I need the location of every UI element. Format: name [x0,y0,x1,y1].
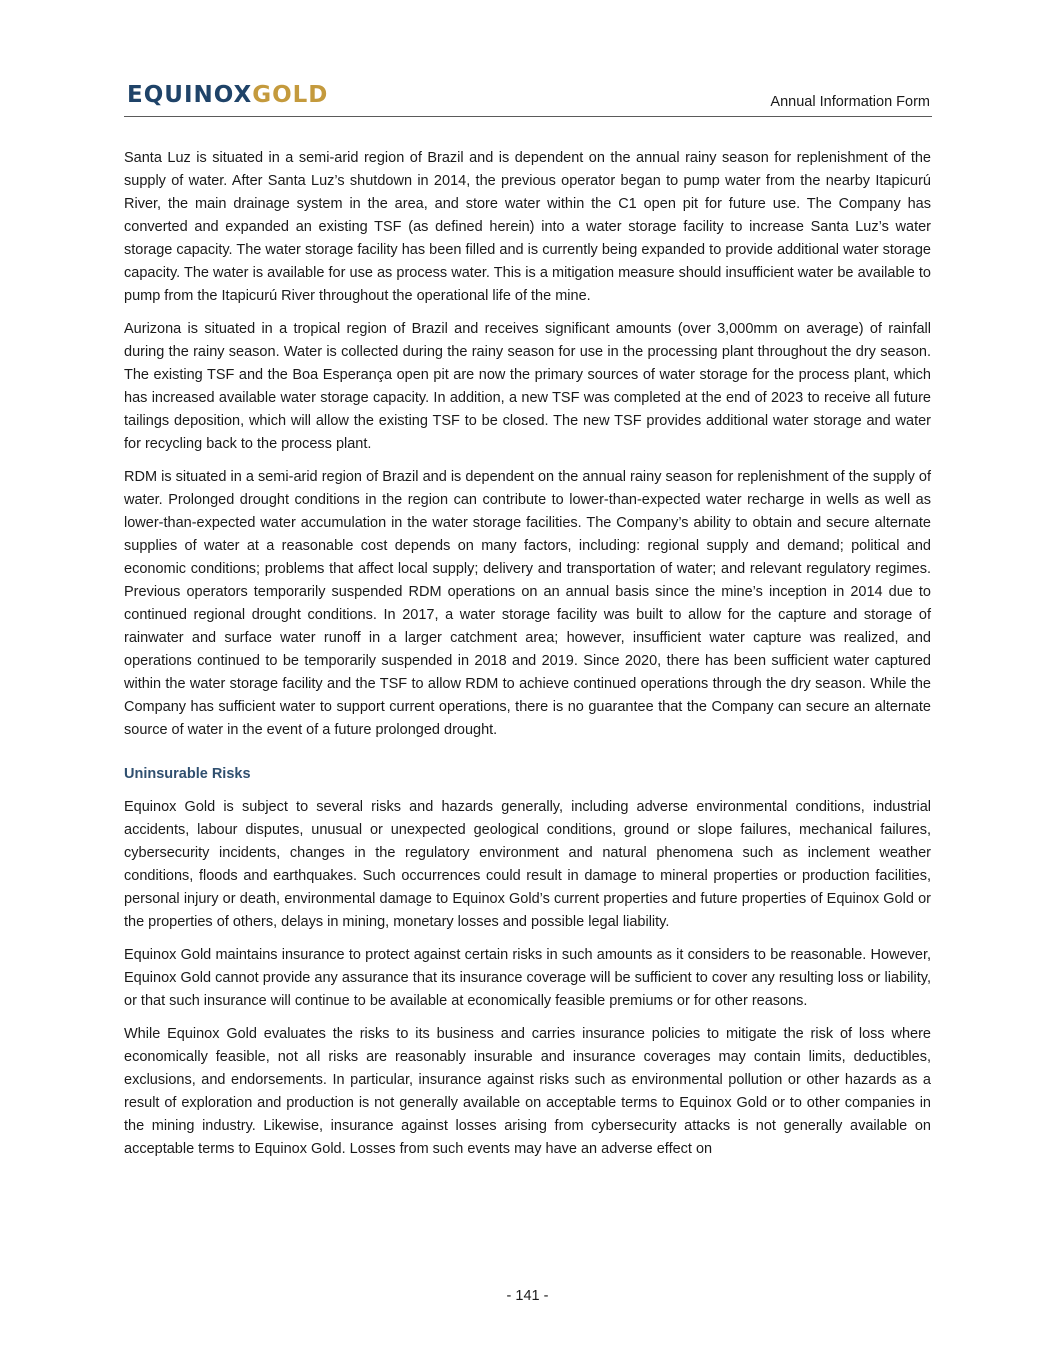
section-heading-uninsurable-risks: Uninsurable Risks [124,766,251,782]
page-number: - 141 - [506,1288,549,1304]
paragraph-risks-hazards: Equinox Gold is subject to several risks and hazards generally, including adverse environmental conditions, industrial accidents, labour disputes, unusual or unexpected geological conditions, ground or slope failures, mechanical failures, cybersecurity incidents, changes in the regulatory environment and natural phenomena such as inclement weather conditions, floods and earthquakes. Such occurrences could result in damage to mineral properties or production facilities, personal injury or death, environmental damage to Equinox Gold’s current properties and future properties of Equinox Gold or the properties of others, delays in mining, monetary losses and possible legal liability. [124,799,931,930]
paragraph-aurizona: Aurizona is situated in a tropical region of Brazil and receives significant amounts (over 3,000mm on average) of rainfall during the rainy season. Water is collected during the rainy season for use in the processing plant throughout the dry season. The existing TSF and the Boa Esperança open pit are now the primary sources of water storage for the process plant, which has increased available water storage capacity. In addition, a new TSF was completed at the end of 2023 to receive all future tailings deposition, which will allow the existing TSF to be closed. The new TSF provides additional water storage and water for recycling back to the process plant. [124,321,931,452]
logo-text-equinox: EQUINOX [127,82,253,108]
paragraph-insurable-limits: While Equinox Gold evaluates the risks to its business and carries insurance policies to mitigate the risk of loss where economically feasible, not all risks are reasonably insurable and insurance coverages may contain limits, deductibles, exclusions, and endorsements. In particular, insurance against risks such as environmental pollution or other hazards as a result of exploration and production is not generally available on acceptable terms to Equinox Gold or to other companies in the mining industry. Likewise, insurance against losses arising from cybersecurity attacks is not generally available on acceptable terms to Equinox Gold. Losses from such events may have an adverse effect on [124,1026,931,1157]
paragraph-rdm: RDM is situated in a semi-arid region of Brazil and is dependent on the annual rainy season for replenishment of the supply of water. Prolonged drought conditions in the region can contribute to lower-than-expected water recharge in wells as well as lower-than-expected water accumulation in the water storage facilities. The Company’s ability to obtain and secure alternate supplies of water at a reasonable cost depends on many factors, including: regional supply and demand; political and economic conditions; problems that affect local supply; delivery and transportation of water; and relevant regulatory regimes. Previous operators temporarily suspended RDM operations on an annual basis since the mine’s inception in 2014 due to continued regional drought conditions. In 2017, a water storage facility was built to allow for the capture and storage of rainwater and surface water runoff in a larger catchment area; however, insufficient water capture was realized, and operations continued to be temporarily suspended in 2018 and 2019. Since 2020, there has been sufficient water captured within the water storage facility and the TSF to allow RDM to achieve continued operations through the dry season. While the Company has sufficient water to support current operations, there is no guarantee that the Company can secure an alternate source of water in the event of a future prolonged drought. [124,469,931,738]
document-body [124,147,931,1171]
paragraph-insurance-coverage: Equinox Gold maintains insurance to protect against certain risks in such amounts as it considers to be reasonable. However, Equinox Gold cannot provide any assurance that its insurance coverage will be sufficient to cover any resulting loss or liability, or that such insurance will continue to be available at economically feasible premiums or for other reasons. [124,947,931,1009]
document-title: Annual Information Form [770,94,930,110]
page-header [124,80,932,117]
paragraph-santa-luz: Santa Luz is situated in a semi-arid region of Brazil and is dependent on the annual rainy season for replenishment of the supply of water. After Santa Luz’s shutdown in 2014, the previous operator began to pump water from the nearby Itapicurú River, the main drainage system in the area, and store water within the C1 open pit for future use. The Company has converted and expanded an existing TSF (as defined herein) into a water storage facility to increase Santa Luz’s water storage capacity. The water storage facility has been filled and is currently being expanded to provide additional water storage capacity. The water is available for use as process water. This is a mitigation measure should insufficient water be available to pump from the Itapicurú River throughout the operational life of the mine. [124,150,931,304]
equinox-gold-logo [127,82,328,108]
logo-text-gold: GOLD [252,82,329,108]
